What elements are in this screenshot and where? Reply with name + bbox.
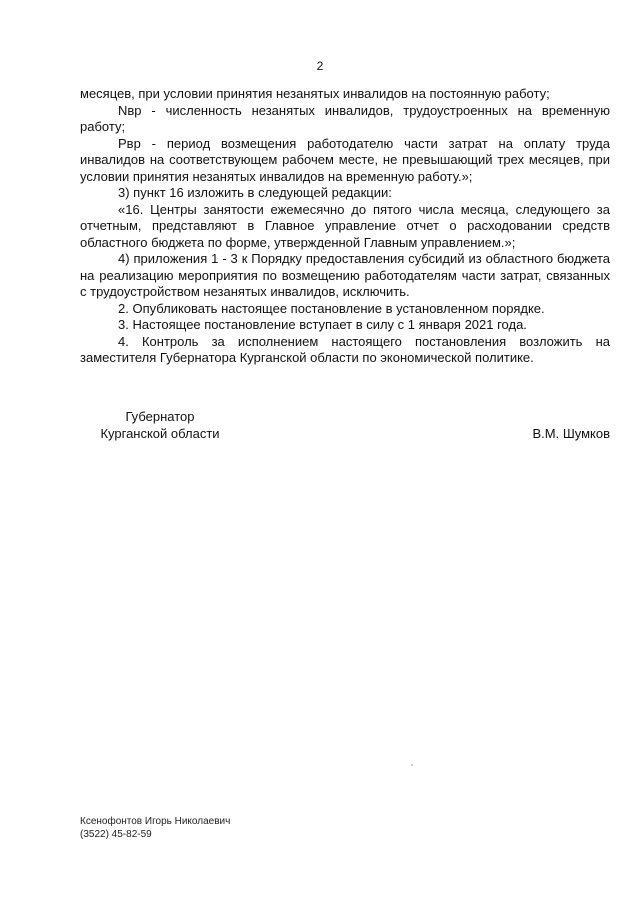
paragraph: месяцев, при условии принятия незанятых инвалидов на постоянную работу;: [80, 86, 550, 101]
signatory-title: Губернатор: [125, 409, 195, 424]
paragraph: «16. Центры занятости ежемесячно до пятого числа месяца, следующего за отчетным, представляют в Главное управление отчет о расходовании средств областного бюджета по форме, утвержденной Главным управлением.»;: [80, 201, 610, 250]
signatory-name: В.М. Шумков: [532, 426, 610, 441]
paragraph: Nвр - численность незанятых инвалидов, трудоустроенных на временную работу;: [80, 102, 610, 134]
scan-speck: [411, 764, 413, 766]
signatory-position: [80, 408, 240, 442]
paragraph: 4. Контроль за исполнением настоящего постановления возложить на заместителя Губернатора Курганской области по экономической политике.: [80, 333, 610, 365]
executor-name: Ксенофонтов Игорь Николаевич: [80, 816, 231, 827]
executor-phone: (3522) 45-82-59: [80, 829, 152, 840]
document-body: [80, 86, 610, 367]
signatory-region: Курганской области: [100, 426, 220, 441]
executor-info: [80, 815, 230, 841]
paragraph: 2. Опубликовать настоящее постановление в установленном порядке.: [118, 300, 545, 316]
paragraph: 3) пункт 16 изложить в следующей редакции:: [118, 185, 392, 200]
paragraph: 3. Настоящее постановление вступает в силу с 1 января 2021 года.: [118, 317, 527, 332]
paragraph: Pвр - период возмещения работодателю части затрат на оплату труда инвалидов на соответствующем рабочем месте, не превышающий трех месяцев, при условии принятия незанятых инвалидов на временную работу.»;: [80, 135, 610, 184]
page-number: 2: [316, 59, 324, 73]
paragraph: 4) приложения 1 - 3 к Порядку предоставления субсидий из областного бюджета на реализацию мероприятия по возмещению работодателям части затрат, связанных с трудоустройством незанятых инвалидов, исключить.: [80, 251, 610, 299]
